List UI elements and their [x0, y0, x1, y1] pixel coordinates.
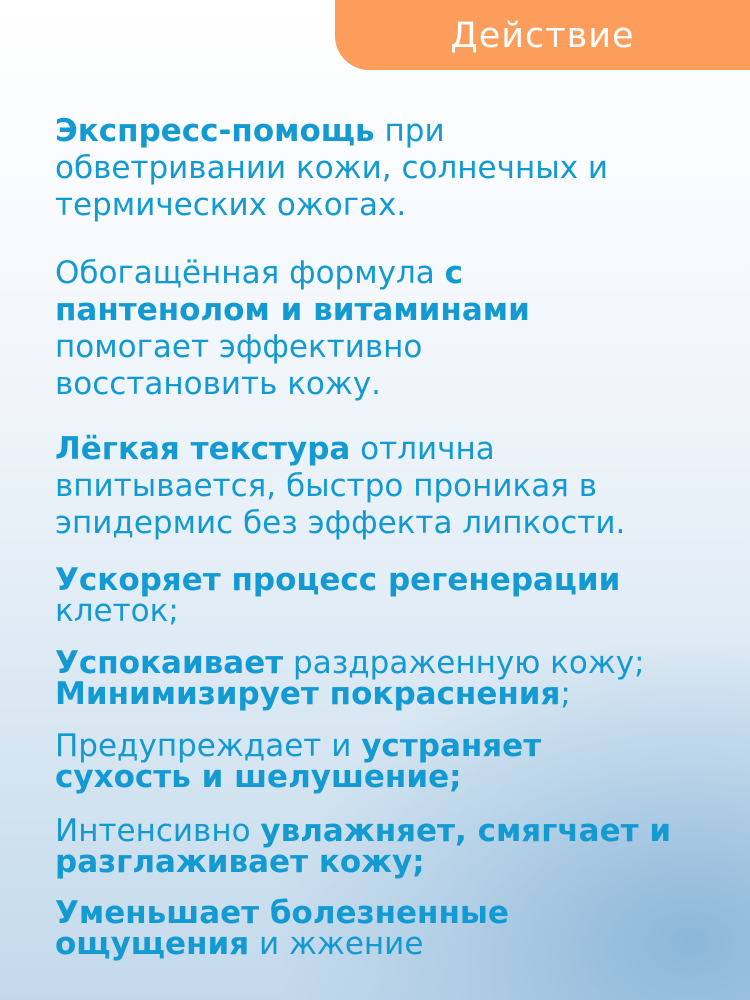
- bold-phrase: Успокаивает: [55, 645, 284, 681]
- text-line: [55, 113, 608, 150]
- text-line: пантенолом и витаминами: [55, 292, 530, 328]
- text-line: Уменьшает болезненные: [55, 895, 509, 931]
- text-phrase: отлична: [350, 431, 495, 467]
- paragraph-texture: [55, 431, 625, 542]
- paragraph-soothes: [55, 645, 645, 712]
- text-phrase: Обогащённая формула: [55, 255, 445, 291]
- text-line: эпидермис без эффекта липкости.: [55, 505, 626, 541]
- text-line: [55, 676, 645, 712]
- text-phrase: Предупреждает и: [55, 728, 362, 764]
- text-line: [55, 431, 625, 468]
- text-line: [55, 728, 542, 764]
- text-line: термических ожогах.: [55, 187, 407, 223]
- header-tab: [335, 0, 750, 70]
- paragraph-formula: [55, 255, 530, 403]
- bold-phrase: Лёгкая текстура: [55, 431, 351, 467]
- text-phrase: и жжение: [249, 926, 424, 962]
- bold-phrase: Экспресс-помощь: [55, 113, 375, 149]
- text-line: впитывается, быстро проникая в: [55, 468, 598, 504]
- text-phrase: Интенсивно: [55, 813, 261, 849]
- bold-phrase: Минимизирует покраснения: [55, 676, 561, 712]
- bold-phrase: устраняет: [361, 728, 542, 764]
- paragraph-pain-relief: [55, 895, 509, 962]
- paragraph-regeneration: [55, 562, 621, 629]
- text-line: клеток;: [55, 593, 179, 629]
- paragraph-dryness: [55, 728, 542, 795]
- text-line: помогает эффективно: [55, 329, 423, 365]
- bold-phrase: с: [444, 255, 464, 291]
- text-line: разглаживает кожу;: [55, 844, 425, 880]
- text-line: восстановить кожу.: [55, 366, 382, 402]
- text-phrase: при: [374, 113, 445, 149]
- text-phrase: раздраженную кожу;: [283, 645, 645, 681]
- header-title: Действие: [450, 16, 635, 56]
- paragraph-moisturizes: [55, 813, 672, 880]
- bold-phrase: ощущения: [55, 926, 250, 962]
- text-line: Ускоряет процесс регенерации: [55, 562, 621, 598]
- text-phrase: ;: [560, 676, 571, 712]
- text-line: [55, 926, 509, 962]
- text-line: [55, 813, 672, 849]
- bold-phrase: увлажняет, смягчает и: [260, 813, 672, 849]
- text-line: [55, 645, 645, 681]
- text-line: [55, 255, 530, 292]
- text-line: обветривании кожи, солнечных и: [55, 150, 609, 186]
- paragraph-express-help: [55, 113, 608, 224]
- text-line: сухость и шелушение;: [55, 759, 462, 795]
